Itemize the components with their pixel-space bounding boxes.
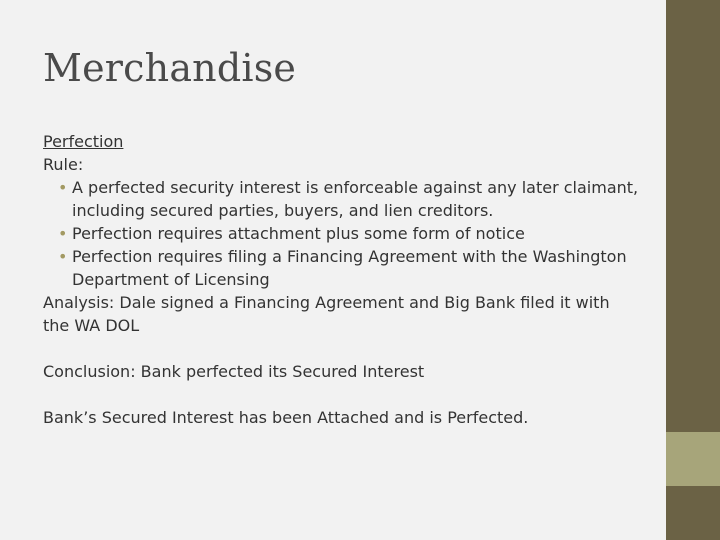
conclusion-text: Conclusion: Bank perfected its Secured Interest: [43, 362, 425, 381]
section-heading: Perfection: [43, 132, 124, 151]
bullet-item: [58, 176, 643, 222]
slide-title: Merchandise: [43, 46, 297, 90]
bullet-text: Perfection requires filing a Financing Agreement with the Washington Department of Licensing: [72, 247, 627, 289]
spacer: [43, 383, 643, 406]
bullet-item: [58, 245, 643, 291]
bullet-dot-icon: •: [58, 224, 68, 243]
bullet-text: A perfected security interest is enforceable against any later claimant, including secured parties, buyers, and lien creditors.: [72, 178, 639, 220]
rule-label: Rule:: [43, 155, 84, 174]
bullet-dot-icon: •: [58, 247, 68, 266]
bullet-text: Perfection requires attachment plus some form of notice: [72, 224, 525, 243]
analysis-text-line-2: the WA DOL: [43, 316, 140, 335]
slide-body: [43, 130, 643, 429]
bullet-dot-icon: •: [58, 178, 68, 197]
bullet-item: [58, 222, 643, 245]
final-statement: Bank’s Secured Interest has been Attached and is Perfected.: [43, 408, 529, 427]
spacer: [43, 337, 643, 360]
rule-bullet-list: [43, 176, 643, 291]
analysis-text-line-1: Analysis: Dale signed a Financing Agreement and Big Bank filed it with: [43, 293, 610, 312]
sidebar-accent-bottom: [666, 486, 720, 540]
sidebar-accent-dark: [666, 0, 720, 432]
sidebar-accent-light: [666, 432, 720, 486]
